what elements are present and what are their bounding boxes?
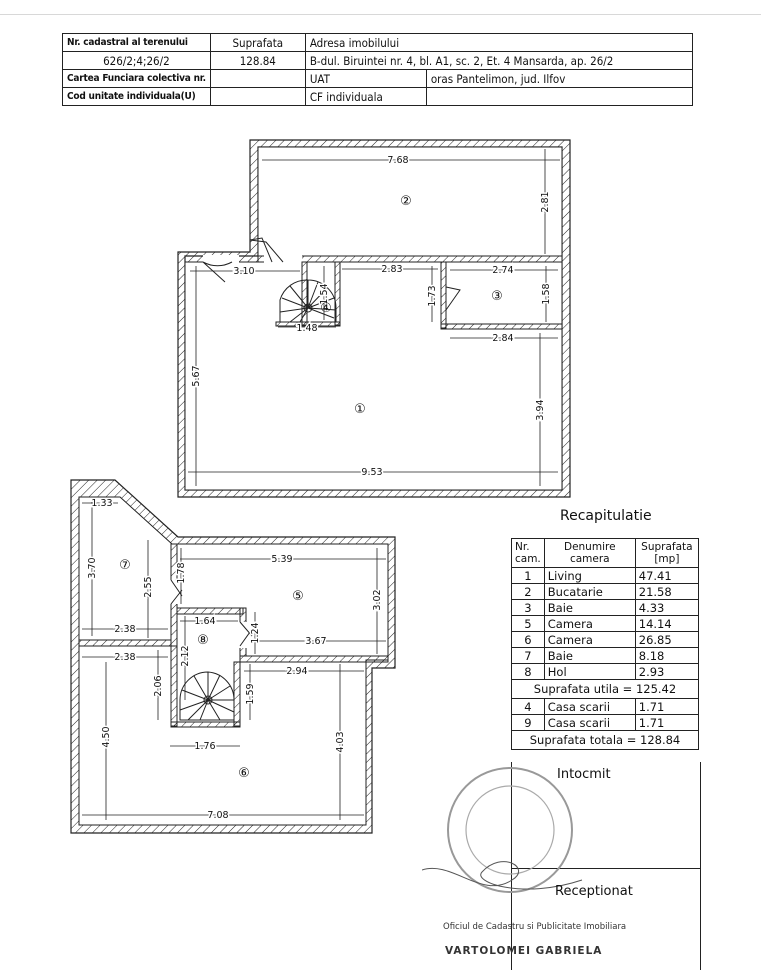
recap-nr: 2 [512,584,545,600]
recap-name: Casa scarii [544,715,635,731]
recap-row [512,648,699,664]
dim-label: 2.81 [540,191,551,213]
recap-nr: 6 [512,632,545,648]
receptionat-label: Receptionat [555,884,633,899]
dim-label: 2.06 [153,675,164,697]
upper-plan [178,140,570,497]
dim-label: 1.78 [176,562,187,584]
dim-label: 3.10 [233,266,255,277]
dim-label: 5.39 [271,554,293,565]
dim-label: 4.03 [335,731,346,753]
nr-cadastral-value: 626/2;4;26/2 [63,52,211,70]
recap-row [512,632,699,648]
recap-nr: 1 [512,568,545,584]
recap-nr: 4 [512,699,545,715]
dim-label: 7.68 [387,155,409,166]
recap-area: 21.58 [635,584,698,600]
dim-label: 1.33 [91,498,113,509]
uat-label: UAT [305,70,426,88]
room-number: ④ [320,301,332,316]
recap-name: Hol [544,664,635,680]
dim-label: 5.67 [191,365,202,387]
dim-label: 1.24 [250,622,261,644]
recap-row [512,600,699,616]
recap-name: Camera [544,616,635,632]
cod-unitate-label: Cod unitate individuala(U) [63,88,211,106]
dim-label: 1.54 [319,283,330,305]
dim-label: 9.53 [361,467,383,478]
dim-label: 2.84 [492,333,514,344]
recap-title: Recapitulatie [560,508,652,524]
suprafata-value: 128.84 [210,52,305,70]
recap-name: Baie [544,600,635,616]
recap-name: Casa scarii [544,699,635,715]
room-number: ⑦ [119,558,131,573]
recap-row [512,616,699,632]
suprafata-utila: Suprafata utila = 125.42 [512,680,699,699]
dim-label: 1.73 [427,285,438,307]
recap-head-nr: Nr. cam. [512,539,545,568]
recap-nr: 5 [512,616,545,632]
recap-area: 2.93 [635,664,698,680]
recap-area: 26.85 [635,632,698,648]
dim-label: 1.58 [541,283,552,305]
room-number: ⑤ [292,589,304,604]
recap-name: Living [544,568,635,584]
dim-label: 1.59 [245,683,256,705]
carte-funciara-label: Cartea Funciara colectiva nr. [63,70,211,88]
recap-nr: 9 [512,715,545,731]
adresa-label: Adresa imobilului [305,34,692,52]
room-number: ③ [491,289,503,304]
room-number: ⑥ [238,766,250,781]
recap-area: 1.71 [635,699,698,715]
recap-table [511,538,699,750]
recap-name: Baie [544,648,635,664]
recap-row [512,699,699,715]
recap-row [512,568,699,584]
adresa-value: B-dul. Biruintei nr. 4, bl. A1, sc. 2, Et. 4 Mansarda, ap. 26/2 [305,52,692,70]
recap-row [512,584,699,600]
dim-label: 3.02 [372,589,383,611]
uat-value: oras Pantelimon, jud. Ilfov [426,70,692,88]
suprafata-label: Suprafata [210,34,305,52]
recap-area: 4.33 [635,600,698,616]
recap-area: 47.41 [635,568,698,584]
suprafata-totala: Suprafata totala = 128.84 [512,731,699,750]
nr-cadastral-label: Nr. cadastral al terenului [63,34,211,52]
dim-label: 2.74 [492,265,514,276]
room-number: ① [354,402,366,417]
cf-individuala-label: CF individuala [305,88,426,106]
dim-label: 4.50 [101,726,112,748]
recap-area: 8.18 [635,648,698,664]
dim-label: 2.83 [381,264,403,275]
recap-row [512,664,699,680]
recap-name: Camera [544,632,635,648]
dim-label: 2.38 [114,652,136,663]
recap-area: 14.14 [635,616,698,632]
room-number: ⑧ [197,633,209,648]
recap-area: 1.71 [635,715,698,731]
dim-label: 1.76 [194,741,216,752]
dim-label: 1.64 [194,616,216,627]
room-number: ② [400,194,412,209]
dim-label: 1.48 [296,323,318,334]
recap-row [512,715,699,731]
recap-nr: 3 [512,600,545,616]
dim-label: 3.67 [305,636,327,647]
recap-nr: 8 [512,664,545,680]
dim-label: 2.38 [114,624,136,635]
recap-name: Bucatarie [544,584,635,600]
dim-label: 7.08 [207,810,229,821]
dim-label: 2.94 [286,666,308,677]
dim-label: 2.12 [180,645,191,667]
recap-nr: 7 [512,648,545,664]
office-label: Oficiul de Cadastru si Publicitate Imobiliara [443,922,627,932]
dim-label: 3.70 [87,557,98,579]
dim-label: 2.55 [143,576,154,598]
recap-head-denumire: Denumire camera [544,539,635,568]
dim-label: 3.94 [535,399,546,421]
signer-name: VARTOLOMEI GABRIELA [445,945,603,957]
recap-head-suprafata: Suprafata [mp] [635,539,698,568]
intocmit-label: Intocmit [557,767,611,782]
